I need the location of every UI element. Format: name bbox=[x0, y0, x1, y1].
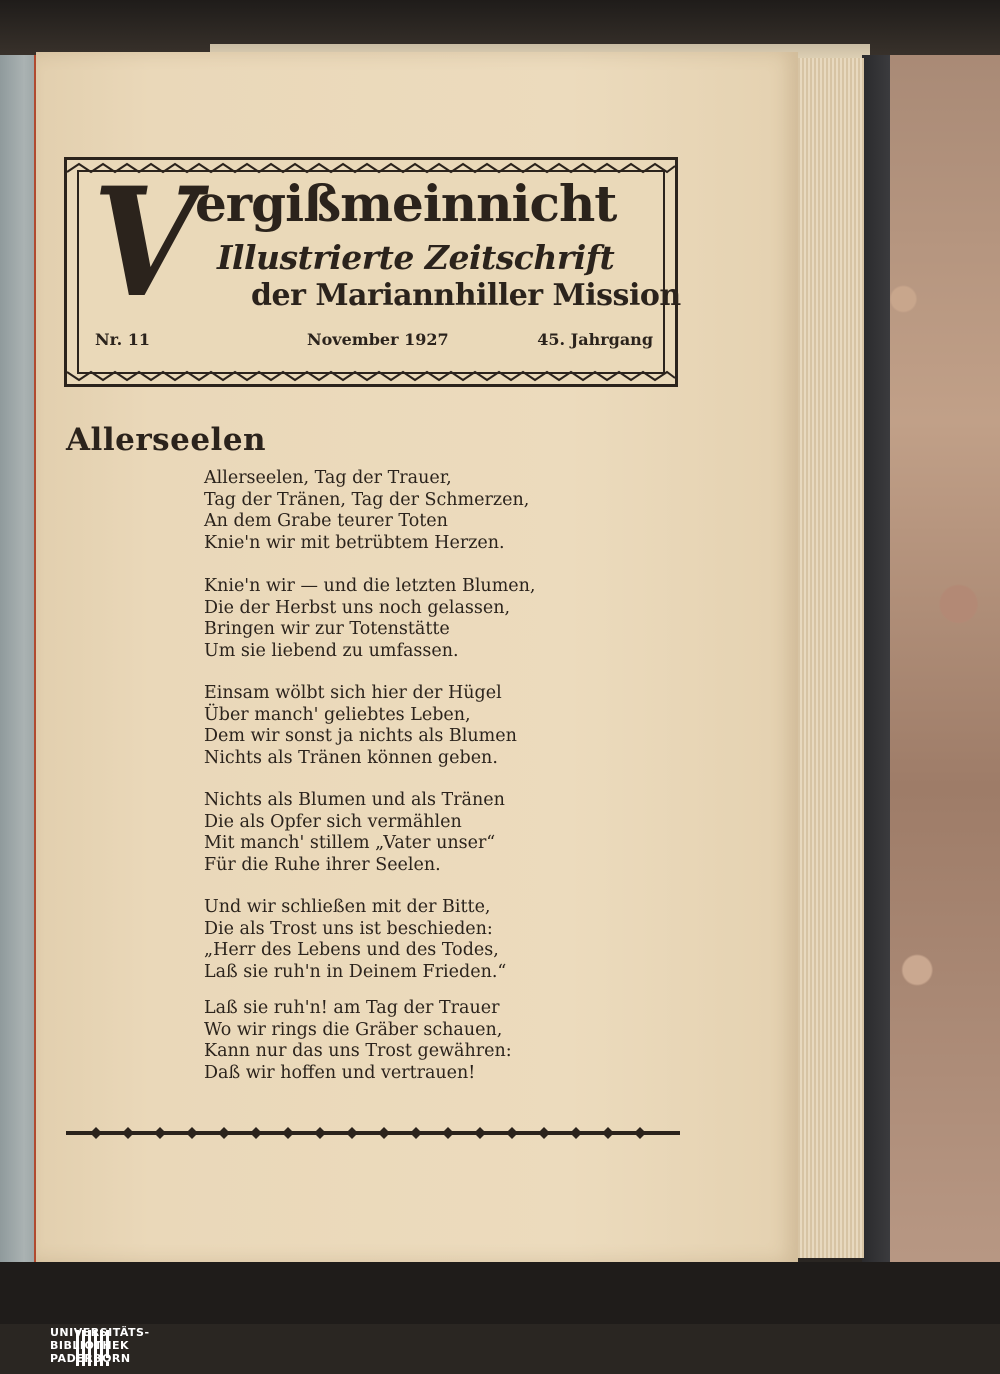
poem-line: Bringen wir zur Totenstätte bbox=[204, 619, 450, 639]
poem-line: Um sie liebend zu umfassen. bbox=[204, 640, 459, 661]
stanza-1 bbox=[204, 468, 529, 554]
poem-line: Einsam wölbt sich hier der Hügel bbox=[204, 683, 502, 703]
masthead-initial: V bbox=[92, 155, 198, 331]
poem-line: Über manch' geliebtes Leben, bbox=[204, 704, 471, 725]
library-name-line-3: PADERBORN bbox=[50, 1352, 131, 1365]
page-stack-edges bbox=[792, 58, 864, 1258]
poem-line: Nichts als Blumen und als Tränen bbox=[204, 790, 505, 810]
ornament-divider bbox=[66, 1125, 680, 1141]
poem-line: Für die Ruhe ihrer Seelen. bbox=[204, 854, 441, 875]
poem-line: Mit manch' stillem „Vater unser“ bbox=[204, 833, 496, 853]
poem-line: Die der Herbst uns noch gelassen, bbox=[204, 597, 511, 618]
stanza-6 bbox=[204, 998, 512, 1084]
scan-footer bbox=[0, 1262, 1000, 1324]
masthead bbox=[64, 155, 681, 387]
poem-line: Die als Opfer sich vermählen bbox=[204, 811, 462, 832]
poem-line: An dem Grabe teurer Toten bbox=[204, 511, 448, 531]
poem-line: Tag der Tränen, Tag der Schmerzen, bbox=[204, 489, 530, 510]
masthead-subtitle-1: Illustrierte Zeitschrift bbox=[217, 238, 615, 277]
stanza-2 bbox=[204, 576, 535, 662]
volume-year: 45. Jahrgang bbox=[537, 330, 653, 349]
poem-line: Dem wir sonst ja nichts als Blumen bbox=[204, 726, 517, 746]
poem-line: Allerseelen, Tag der Trauer, bbox=[204, 468, 452, 488]
poem-line: Die als Trost uns ist beschieden: bbox=[204, 918, 493, 939]
poem-line: Wo wir rings die Gräber schauen, bbox=[204, 1019, 503, 1040]
stanza-3 bbox=[204, 683, 517, 769]
poem-line: Und wir schließen mit der Bitte, bbox=[204, 897, 491, 917]
poem-line: „Herr des Lebens und des Todes, bbox=[204, 940, 499, 960]
stanza-5 bbox=[204, 897, 506, 983]
book-cover-edge bbox=[862, 55, 890, 1275]
poem-line: Daß wir hoffen und vertrauen! bbox=[204, 1062, 476, 1083]
issue-date: November 1927 bbox=[307, 330, 449, 349]
poem-line: Laß sie ruh'n in Deinem Frieden.“ bbox=[204, 961, 507, 982]
masthead-subtitle-2: der Mariannhiller Mission bbox=[251, 278, 681, 313]
issue-number: Nr. 11 bbox=[95, 330, 150, 349]
poem-title: Allerseelen bbox=[66, 422, 267, 458]
library-name bbox=[50, 1326, 150, 1365]
masthead-title: ergißmeinnicht bbox=[195, 174, 617, 233]
library-name-line-1: UNIVERSITÄTS- bbox=[50, 1326, 150, 1339]
poem-line: Knie'n wir — und die letzten Blumen, bbox=[204, 576, 536, 596]
poem-line: Knie'n wir mit betrübtem Herzen. bbox=[204, 532, 505, 553]
library-name-line-2: BIBLIOTHEK bbox=[50, 1339, 130, 1352]
poem-line: Laß sie ruh'n! am Tag der Trauer bbox=[204, 998, 500, 1018]
poem-line: Nichts als Tränen können geben. bbox=[204, 747, 498, 768]
poem-line: Kann nur das uns Trost gewähren: bbox=[204, 1041, 512, 1061]
zigzag-border-bottom bbox=[67, 368, 675, 382]
stanza-4 bbox=[204, 790, 505, 876]
